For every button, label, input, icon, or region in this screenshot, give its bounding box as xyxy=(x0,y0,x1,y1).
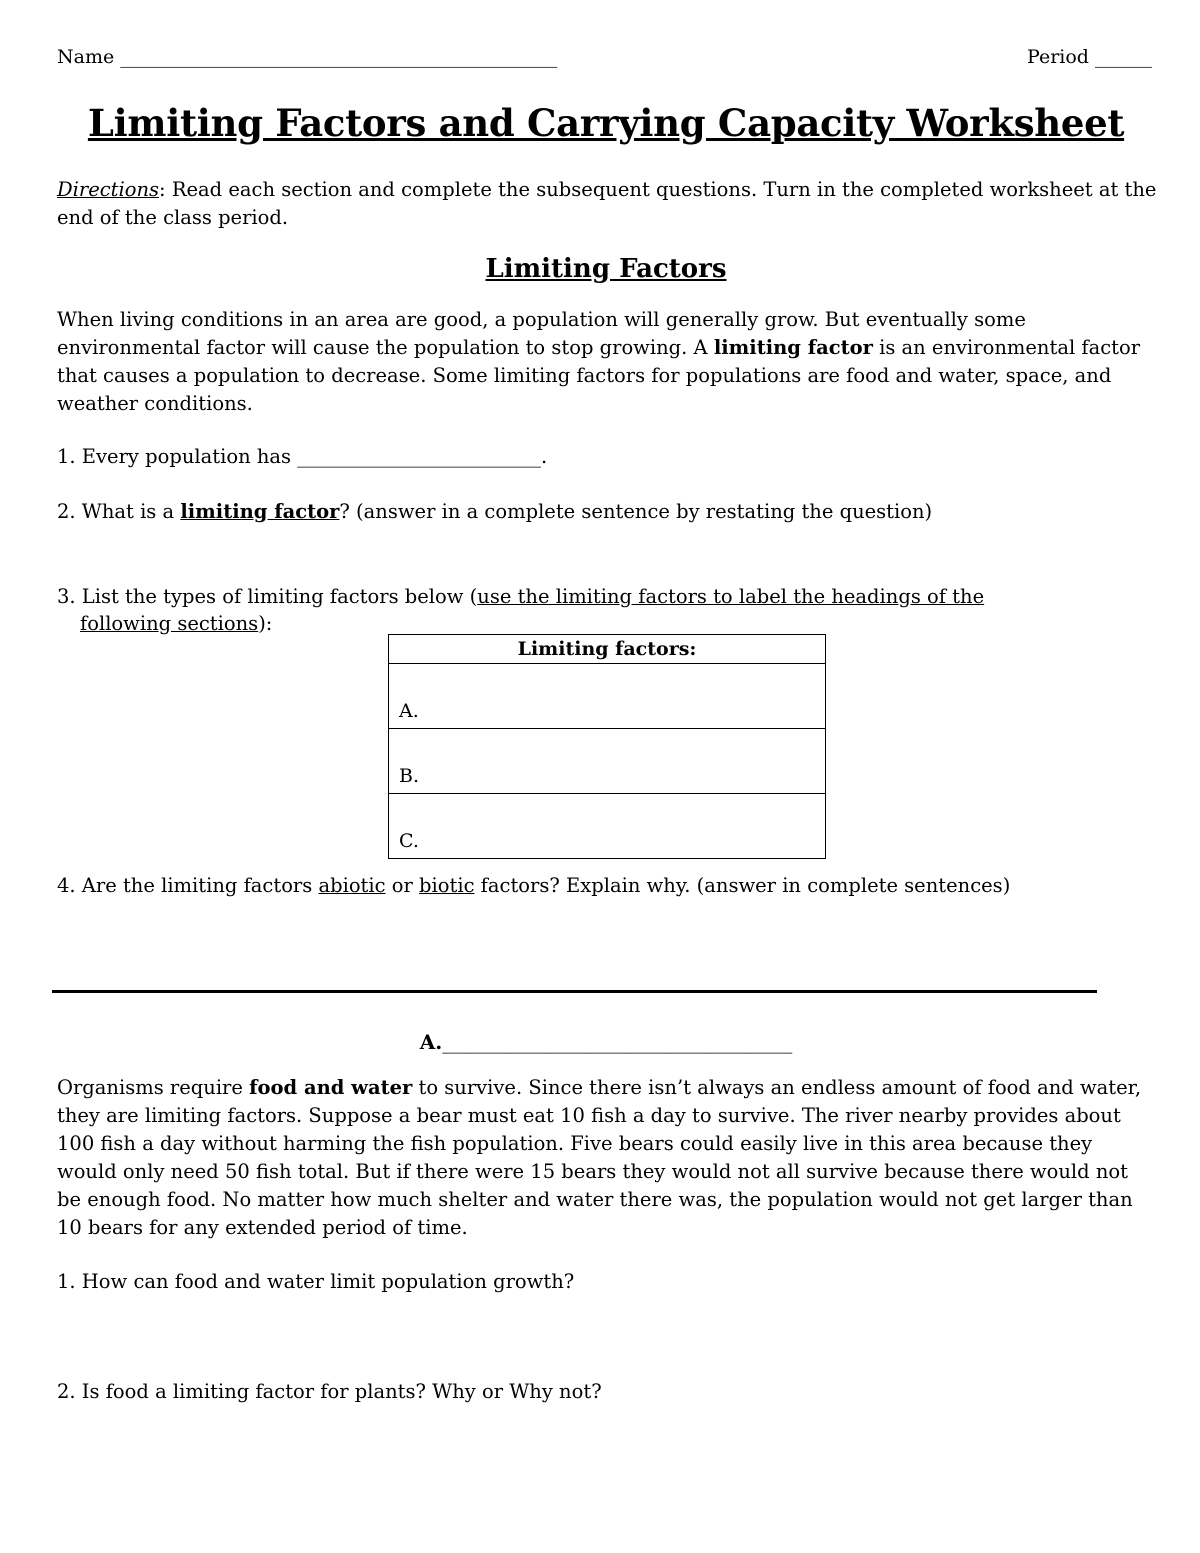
q4-biotic: biotic xyxy=(419,874,475,897)
table-row-c[interactable]: C. xyxy=(389,794,826,859)
table-row[interactable] xyxy=(389,664,826,729)
period-group xyxy=(1027,46,1152,68)
sa-para-text-2: to survive. Since there isn’t always an endless amount of food and water, they are limiting factors. Suppose a bear must eat 10 fish a day to survive. The river nearby provides about 100 fish a day without harming the fish population. Five bears could easily live in this area because they would only need 50 fish total. But if there were 15 bears they would not all survive because there would not be enough food. No matter how much shelter and water there was, the population would not get larger than 10 bears for any extended period of time. xyxy=(57,1076,1142,1239)
lf-para-text-2: is an environmental factor that causes a population to decrease. Some limiting factors for populations are food and water, space, and weather conditions. xyxy=(57,336,1141,415)
section-a-question-1: 1. How can food and water limit population growth? xyxy=(57,1270,575,1293)
question-3 xyxy=(57,583,984,637)
directions-label: Directions xyxy=(57,178,160,201)
period-field[interactable]: ______ xyxy=(1095,46,1152,68)
sa-para-text-1: Organisms require xyxy=(57,1076,250,1099)
q4-or: or xyxy=(385,874,420,897)
lf-para-bold-term: limiting factor xyxy=(713,336,873,359)
period-label: Period xyxy=(1027,46,1089,68)
q4-abiotic: abiotic xyxy=(318,874,386,897)
table-row-a[interactable]: A. xyxy=(389,664,826,729)
q2-pre: 2. What is a xyxy=(57,500,181,523)
table-header-row xyxy=(389,635,826,664)
q3-underlined-2: following sections xyxy=(80,612,259,635)
table-header: Limiting factors: xyxy=(389,635,826,664)
directions-colon: : xyxy=(159,178,166,201)
q4-post: factors? Explain why. (answer in complete sentences) xyxy=(474,874,1011,897)
name-field[interactable]: ______________________________________________ xyxy=(120,46,558,68)
section-a-paragraph xyxy=(57,1074,1147,1242)
section-a-blank[interactable]: ___________________________________ xyxy=(442,1030,793,1054)
q1-end: . xyxy=(540,445,548,468)
section-heading-limiting-factors: Limiting Factors xyxy=(485,254,727,284)
limiting-factors-table xyxy=(388,634,826,859)
q4-pre: 4. Are the limiting factors xyxy=(57,874,319,897)
q3-line-2 xyxy=(57,610,984,637)
section-a-heading xyxy=(0,1030,1200,1054)
question-2 xyxy=(57,500,932,523)
table-row-b[interactable]: B. xyxy=(389,729,826,794)
q3-post: ): xyxy=(258,612,273,635)
name-period-row xyxy=(57,46,1152,68)
section-a-question-2: 2. Is food a limiting factor for plants? Why or Why not? xyxy=(57,1380,602,1403)
lf-para-text-1: When living conditions in an area are good, a population will generally grow. But eventually some environmental factor will cause the population to stop growing. A xyxy=(57,308,1026,359)
sa-para-bold-term: food and water xyxy=(249,1076,413,1099)
question-1 xyxy=(57,445,547,468)
q1-answer-blank[interactable]: _________________________ xyxy=(297,445,541,468)
directions-paragraph xyxy=(57,176,1157,232)
q3-underlined-1: use the limiting factors to label the headings of the xyxy=(477,585,985,608)
section-divider xyxy=(52,990,1097,993)
question-4 xyxy=(57,874,1010,897)
directions-text: Read each section and complete the subsequent questions. Turn in the completed worksheet at the end of the class period. xyxy=(57,178,1157,229)
name-label: Name xyxy=(57,46,115,68)
q3-pre: 3. List the types of limiting factors below ( xyxy=(57,585,478,608)
q3-line-1 xyxy=(57,583,984,610)
q2-term: limiting factor xyxy=(180,500,340,523)
section-a-label: A. xyxy=(419,1030,443,1054)
limiting-factors-paragraph xyxy=(57,306,1152,418)
table-row[interactable] xyxy=(389,794,826,859)
q2-post: ? (answer in a complete sentence by restating the question) xyxy=(339,500,933,523)
q1-text: 1. Every population has xyxy=(57,445,298,468)
page-title: Limiting Factors and Carrying Capacity Worksheet xyxy=(87,101,1125,145)
table-row[interactable] xyxy=(389,729,826,794)
